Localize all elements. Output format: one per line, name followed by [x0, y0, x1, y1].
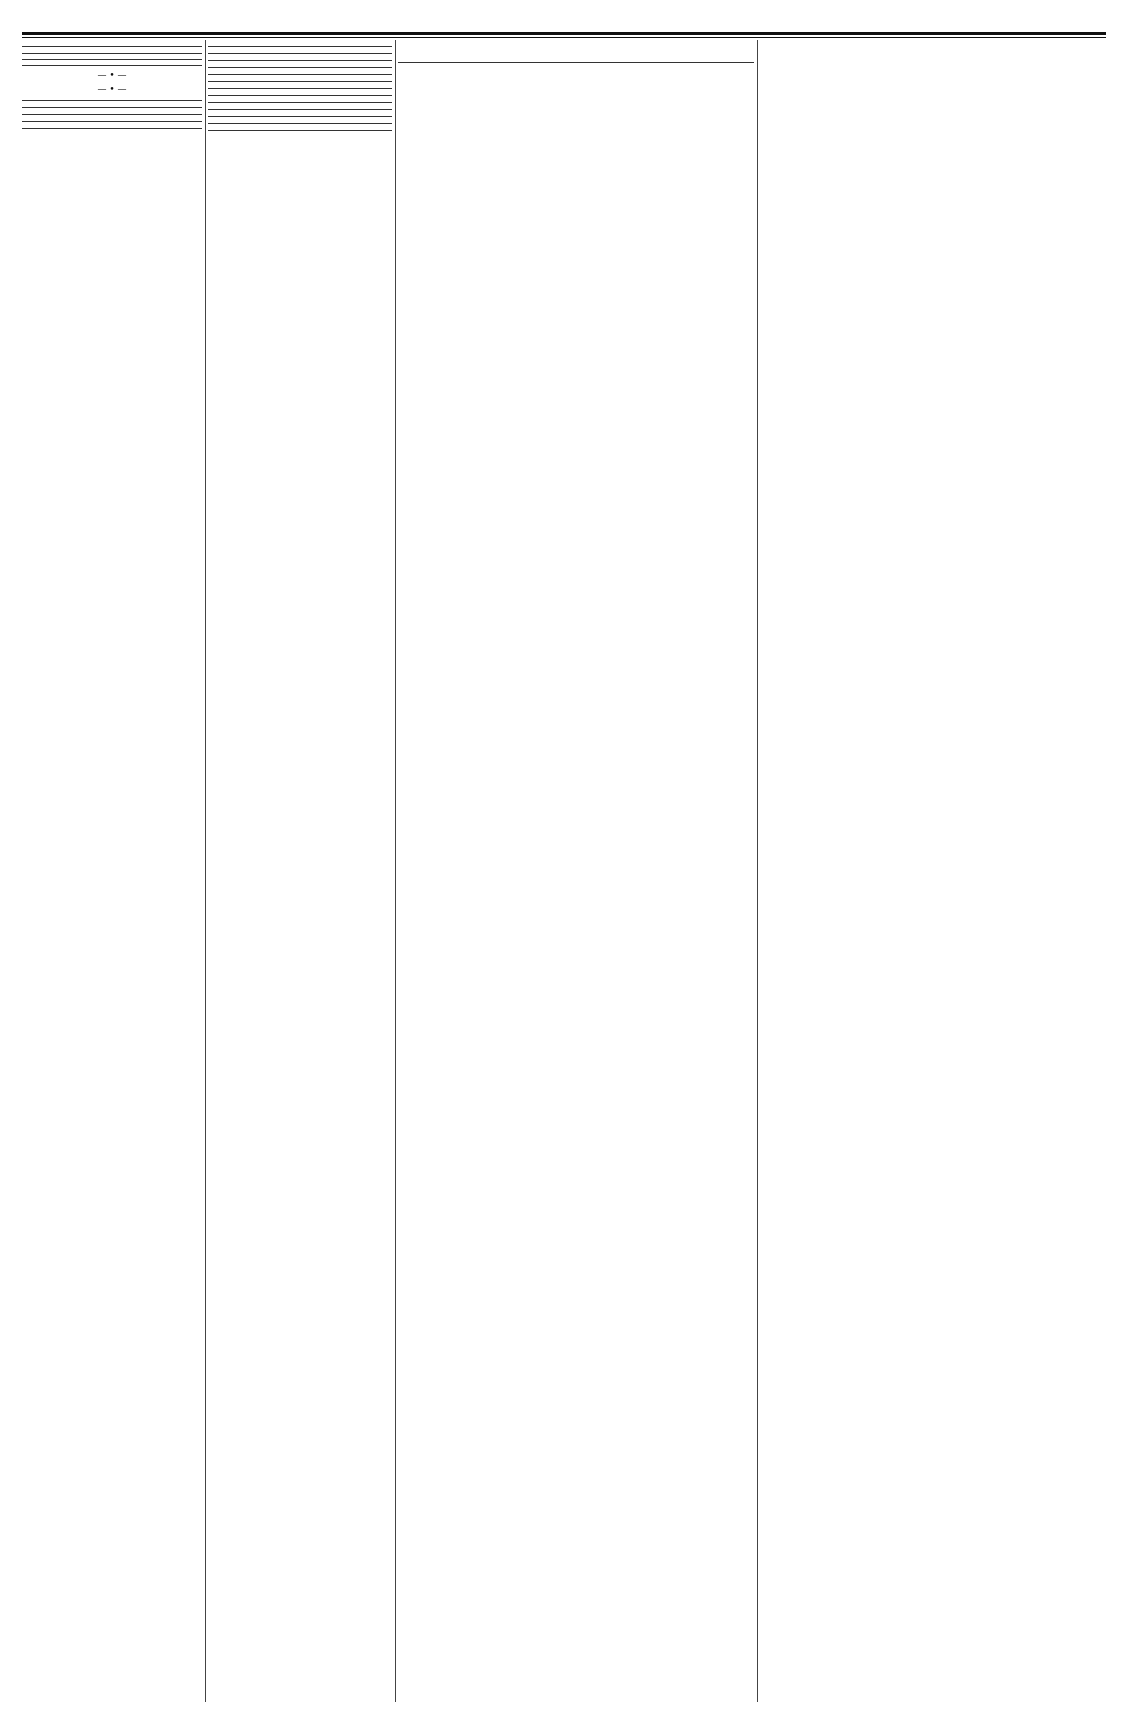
column-2	[208, 40, 392, 1710]
column-1: — • — — • —	[22, 40, 202, 1710]
column-separator	[205, 40, 206, 1702]
column-4	[760, 40, 1108, 1710]
top-rule	[22, 32, 1106, 35]
annual-statement	[398, 68, 754, 72]
column-3	[398, 40, 754, 1710]
column-separator	[395, 40, 396, 1702]
column-separator	[757, 40, 758, 1702]
top-rule-thin	[22, 37, 1106, 38]
